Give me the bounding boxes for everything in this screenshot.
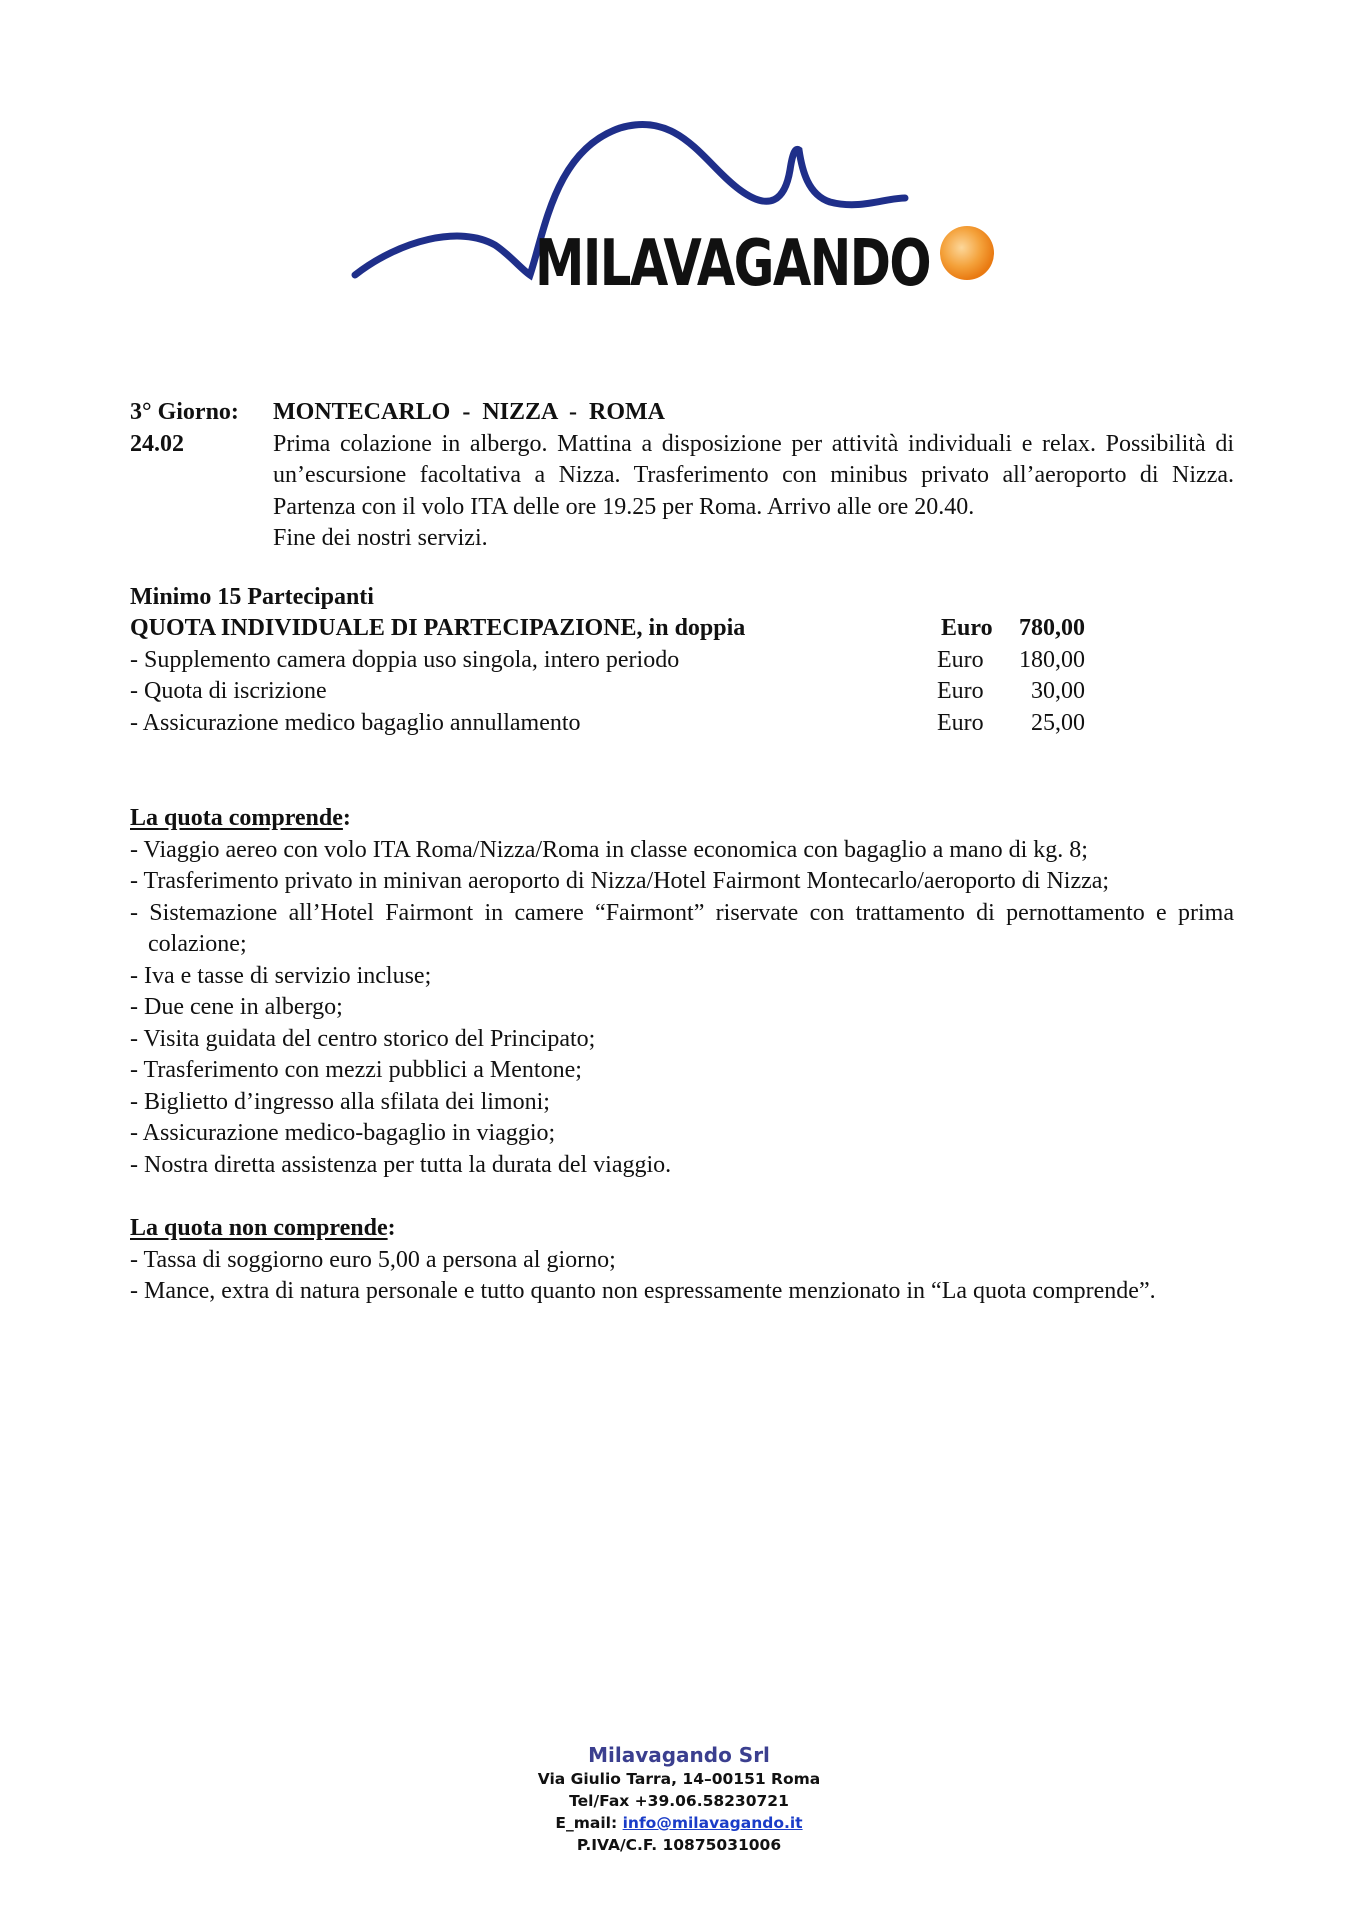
- list-item: - Assicurazione medico-bagaglio in viaggio;: [130, 1120, 556, 1146]
- price-label: - Assicurazione medico bagaglio annullamento: [130, 709, 581, 736]
- day-title: MONTECARLO - NIZZA - ROMA: [273, 399, 666, 425]
- price-row: [130, 676, 1085, 708]
- list-item: - Mance, extra di natura personale e tutto quanto non espressamente menzionato in “La quota comprende”.: [130, 1278, 1156, 1304]
- excludes-title: La quota non comprende: [130, 1215, 388, 1241]
- milavagando-logo: [350, 110, 1010, 310]
- includes-title: La quota comprende: [130, 805, 343, 831]
- price-currency: Euro: [937, 709, 984, 736]
- itinerary-day: [130, 397, 1234, 555]
- company-footer: [0, 1742, 1358, 1856]
- minimum-participants: Minimo 15 Partecipanti: [130, 583, 374, 610]
- list-item: - Trasferimento privato in minivan aeroporto di Nizza/Hotel Fairmont Montecarlo/aeroporto di Nizza;: [130, 868, 1110, 894]
- company-email-line: [0, 1812, 1358, 1834]
- price-amount: 780,00: [1019, 615, 1085, 641]
- day-paragraph: Prima colazione in albergo. Mattina a disposizione per attività individuali e relax. Possibilità di un’escursione facoltativa a Nizza. Trasferimento con minibus privato all’aeroporto di Nizza. Partenza con il volo ITA delle ore 19.25 per Roma. Arrivo alle ore 20.40.: [273, 430, 1234, 520]
- list-item: - Tassa di soggiorno euro 5,00 a persona al giorno;: [130, 1246, 616, 1273]
- email-label: E_mail:: [555, 1814, 623, 1832]
- logo-graphic: [350, 110, 1010, 310]
- list-item: - Due cene in albergo;: [130, 994, 343, 1020]
- includes-heading: [130, 803, 1234, 835]
- excludes-list: [130, 1245, 1234, 1308]
- email-link[interactable]: info@milavagando.it: [622, 1814, 803, 1832]
- list-item: - Trasferimento con mezzi pubblici a Mentone;: [130, 1057, 582, 1083]
- excludes-heading: [130, 1213, 1234, 1245]
- day-date: 24.02: [130, 430, 184, 457]
- price-amount: 25,00: [1031, 709, 1085, 736]
- spacer: [130, 1181, 1234, 1213]
- price-amount: 180,00: [1019, 646, 1085, 673]
- includes-list: [130, 835, 1234, 1182]
- price-label: - Quota di iscrizione: [130, 678, 327, 704]
- logo-sun-icon: [940, 226, 994, 280]
- day-number: 3° Giorno:: [130, 399, 239, 425]
- list-item: - Sistemazione all’Hotel Fairmont in camere “Fairmont” riservate con trattamento di pernottamento e prima colazione;: [130, 899, 1234, 957]
- price-currency: Euro: [937, 678, 984, 704]
- company-vat: P.IVA/C.F. 10875031006: [576, 1836, 782, 1854]
- list-item: - Visita guidata del centro storico del Principato;: [130, 1025, 596, 1052]
- day-label-column: [130, 397, 273, 555]
- document-body: [130, 397, 1234, 1308]
- includes-section: [130, 803, 1234, 1181]
- price-row: [130, 613, 1085, 645]
- excludes-colon: :: [387, 1215, 396, 1241]
- excludes-section: [130, 1213, 1234, 1308]
- price-label: QUOTA INDIVIDUALE DI PARTECIPAZIONE, in doppia: [130, 615, 746, 641]
- includes-colon: :: [342, 805, 351, 831]
- price-label: - Supplemento camera doppia uso singola, intero periodo: [130, 646, 680, 673]
- price-row: [130, 708, 1085, 740]
- price-table: [130, 582, 1234, 740]
- price-currency: Euro: [937, 646, 984, 673]
- price-amount: 30,00: [1031, 678, 1085, 704]
- list-item: - Biglietto d’ingresso alla sfilata dei limoni;: [130, 1088, 550, 1115]
- price-row: [130, 645, 1085, 677]
- spacer: [130, 739, 1234, 803]
- list-item: - Viaggio aereo con volo ITA Roma/Nizza/Roma in classe economica con bagaglio a mano di kg. 8;: [130, 836, 1088, 863]
- day-closing: Fine dei nostri servizi.: [273, 525, 488, 551]
- company-address: Via Giulio Tarra, 14–00151 Roma: [537, 1770, 821, 1788]
- company-name: Milavagando Srl: [588, 1743, 770, 1767]
- list-item: - Iva e tasse di servizio incluse;: [130, 962, 432, 989]
- logo-text: MILAVAGANDO: [535, 227, 930, 301]
- day-description: [273, 397, 1234, 555]
- list-item: - Nostra diretta assistenza per tutta la durata del viaggio.: [130, 1151, 672, 1178]
- company-phone: Tel/Fax +39.06.58230721: [569, 1792, 789, 1810]
- price-currency: Euro: [941, 615, 993, 641]
